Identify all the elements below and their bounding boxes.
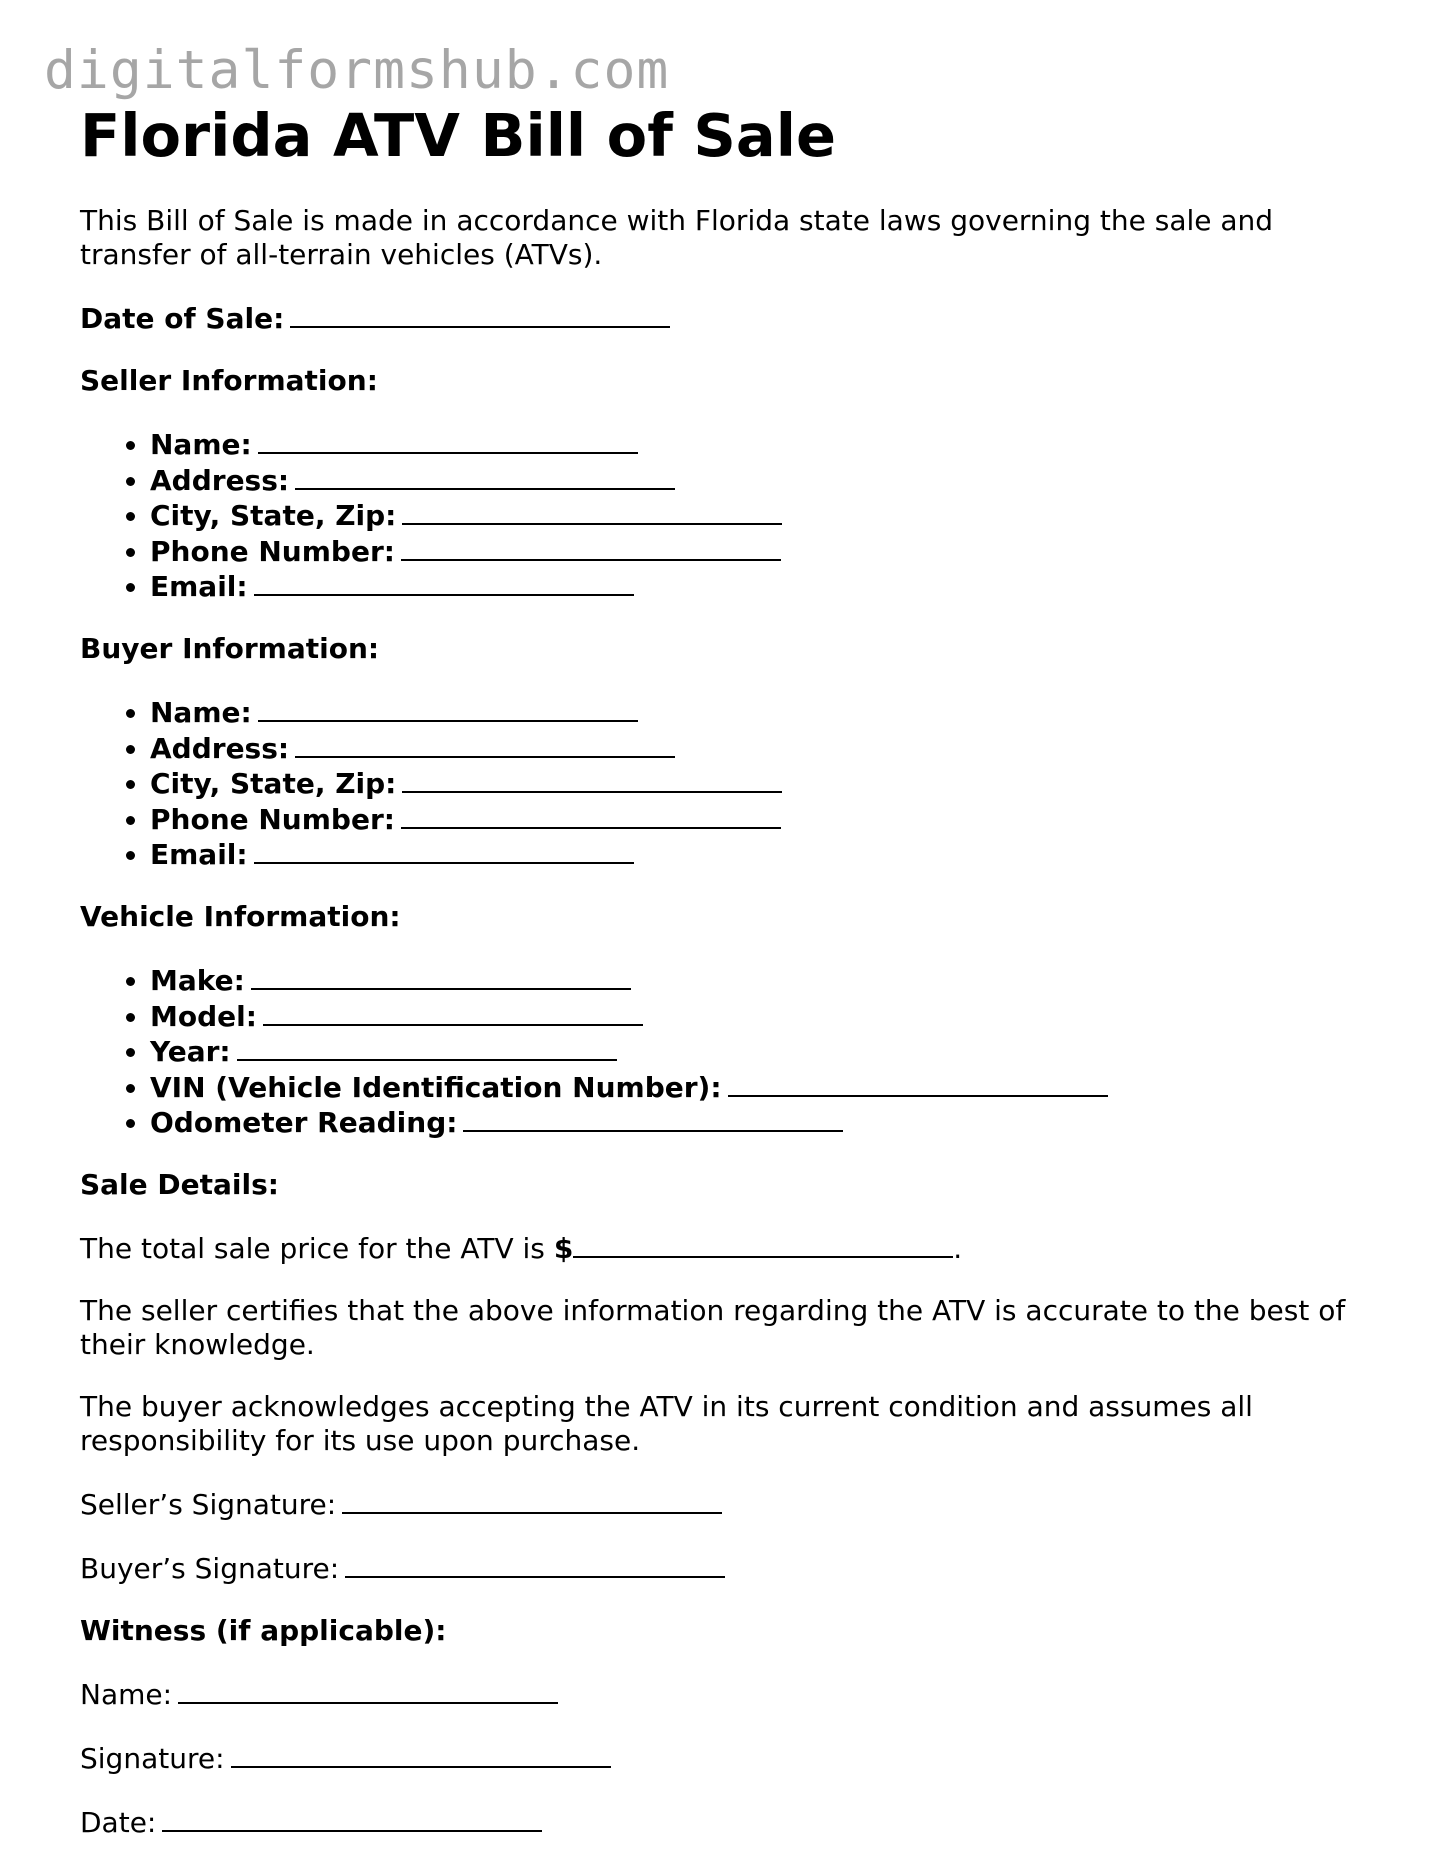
buyer-city-state-zip-blank[interactable] xyxy=(402,765,782,793)
sale-price-suffix: . xyxy=(953,1231,963,1265)
witness-signature-blank[interactable] xyxy=(231,1740,611,1768)
vehicle-model-blank[interactable] xyxy=(263,998,643,1026)
date-of-sale-blank[interactable] xyxy=(290,300,670,328)
buyer-city-state-zip-field: • City, State, Zip: xyxy=(150,765,1370,801)
seller-certification: The seller certifies that the above information regarding the ATV is accurate to the best of their knowledge. xyxy=(80,1293,1346,1361)
seller-name-blank[interactable] xyxy=(258,426,638,454)
witness-date-label: Date: xyxy=(80,1805,157,1839)
witness-signature-field xyxy=(80,1740,1370,1776)
seller-address-blank[interactable] xyxy=(295,462,675,490)
witness-heading: Witness (if applicable): xyxy=(80,1613,447,1647)
seller-city-state-zip-field: • City, State, Zip: xyxy=(150,497,1370,533)
seller-email-field: • Email: xyxy=(150,568,1370,604)
seller-city-state-zip-blank[interactable] xyxy=(402,497,782,525)
seller-signature-field xyxy=(80,1486,1370,1522)
buyer-email-blank[interactable] xyxy=(254,836,634,864)
witness-name-label: Name: xyxy=(80,1677,173,1711)
buyer-acknowledgement: The buyer acknowledges accepting the ATV in its current condition and assumes all responsibility for its use upon purchase. xyxy=(80,1389,1253,1457)
vehicle-model-field: • Model: xyxy=(150,998,1370,1034)
seller-field-list xyxy=(80,426,1370,604)
buyer-signature-field xyxy=(80,1550,1370,1586)
seller-address-field: • Address: xyxy=(150,462,1370,498)
witness-name-field xyxy=(80,1676,1370,1712)
buyer-field-list xyxy=(80,694,1370,872)
intro-paragraph: This Bill of Sale is made in accordance with Florida state laws governing the sale and transfer of all-terrain vehicles (ATVs). xyxy=(80,204,1274,271)
buyer-phone-field: • Phone Number: xyxy=(150,801,1370,837)
vehicle-field-list xyxy=(80,962,1370,1140)
vehicle-vin-field: • VIN (Vehicle Identification Number): xyxy=(150,1069,1370,1105)
buyer-address-field: • Address: xyxy=(150,730,1370,766)
witness-signature-label: Signature: xyxy=(80,1741,225,1775)
vehicle-make-field: • Make: xyxy=(150,962,1370,998)
buyer-name-blank[interactable] xyxy=(258,694,638,722)
buyer-signature-label: Buyer’s Signature: xyxy=(80,1551,340,1585)
sale-details-heading: Sale Details: xyxy=(80,1167,279,1201)
vehicle-vin-blank[interactable] xyxy=(728,1069,1108,1097)
vehicle-odometer-blank[interactable] xyxy=(463,1104,843,1132)
date-of-sale-label: Date of Sale: xyxy=(80,302,285,335)
seller-signature-blank[interactable] xyxy=(342,1486,722,1514)
date-of-sale-field xyxy=(80,300,1370,336)
buyer-name-field: • Name: xyxy=(150,694,1370,730)
currency-symbol: $ xyxy=(553,1231,574,1265)
vehicle-year-blank[interactable] xyxy=(237,1033,617,1061)
buyer-email-field: • Email: xyxy=(150,836,1370,872)
page-title: Florida ATV Bill of Sale xyxy=(80,101,836,170)
seller-signature-label: Seller’s Signature: xyxy=(80,1487,337,1521)
witness-date-blank[interactable] xyxy=(162,1804,542,1832)
document-page xyxy=(80,100,1370,1840)
buyer-signature-blank[interactable] xyxy=(345,1550,725,1578)
vehicle-odometer-field: • Odometer Reading: xyxy=(150,1104,1370,1140)
seller-name-field: • Name: xyxy=(150,426,1370,462)
witness-date-field xyxy=(80,1804,1370,1840)
watermark: digitalformshub.com xyxy=(44,40,670,101)
witness-name-blank[interactable] xyxy=(178,1676,558,1704)
seller-phone-field: • Phone Number: xyxy=(150,533,1370,569)
seller-email-blank[interactable] xyxy=(254,568,634,596)
seller-phone-blank[interactable] xyxy=(401,533,781,561)
sale-price-blank[interactable] xyxy=(573,1230,953,1258)
buyer-phone-blank[interactable] xyxy=(401,801,781,829)
vehicle-make-blank[interactable] xyxy=(251,962,631,990)
sale-price-line xyxy=(80,1230,1370,1266)
buyer-address-blank[interactable] xyxy=(295,730,675,758)
seller-heading: Seller Information: xyxy=(80,364,378,397)
sale-price-prefix: The total sale price for the ATV is xyxy=(80,1231,545,1265)
vehicle-year-field: • Year: xyxy=(150,1033,1370,1069)
buyer-heading: Buyer Information: xyxy=(80,631,380,665)
vehicle-heading: Vehicle Information: xyxy=(80,899,401,933)
